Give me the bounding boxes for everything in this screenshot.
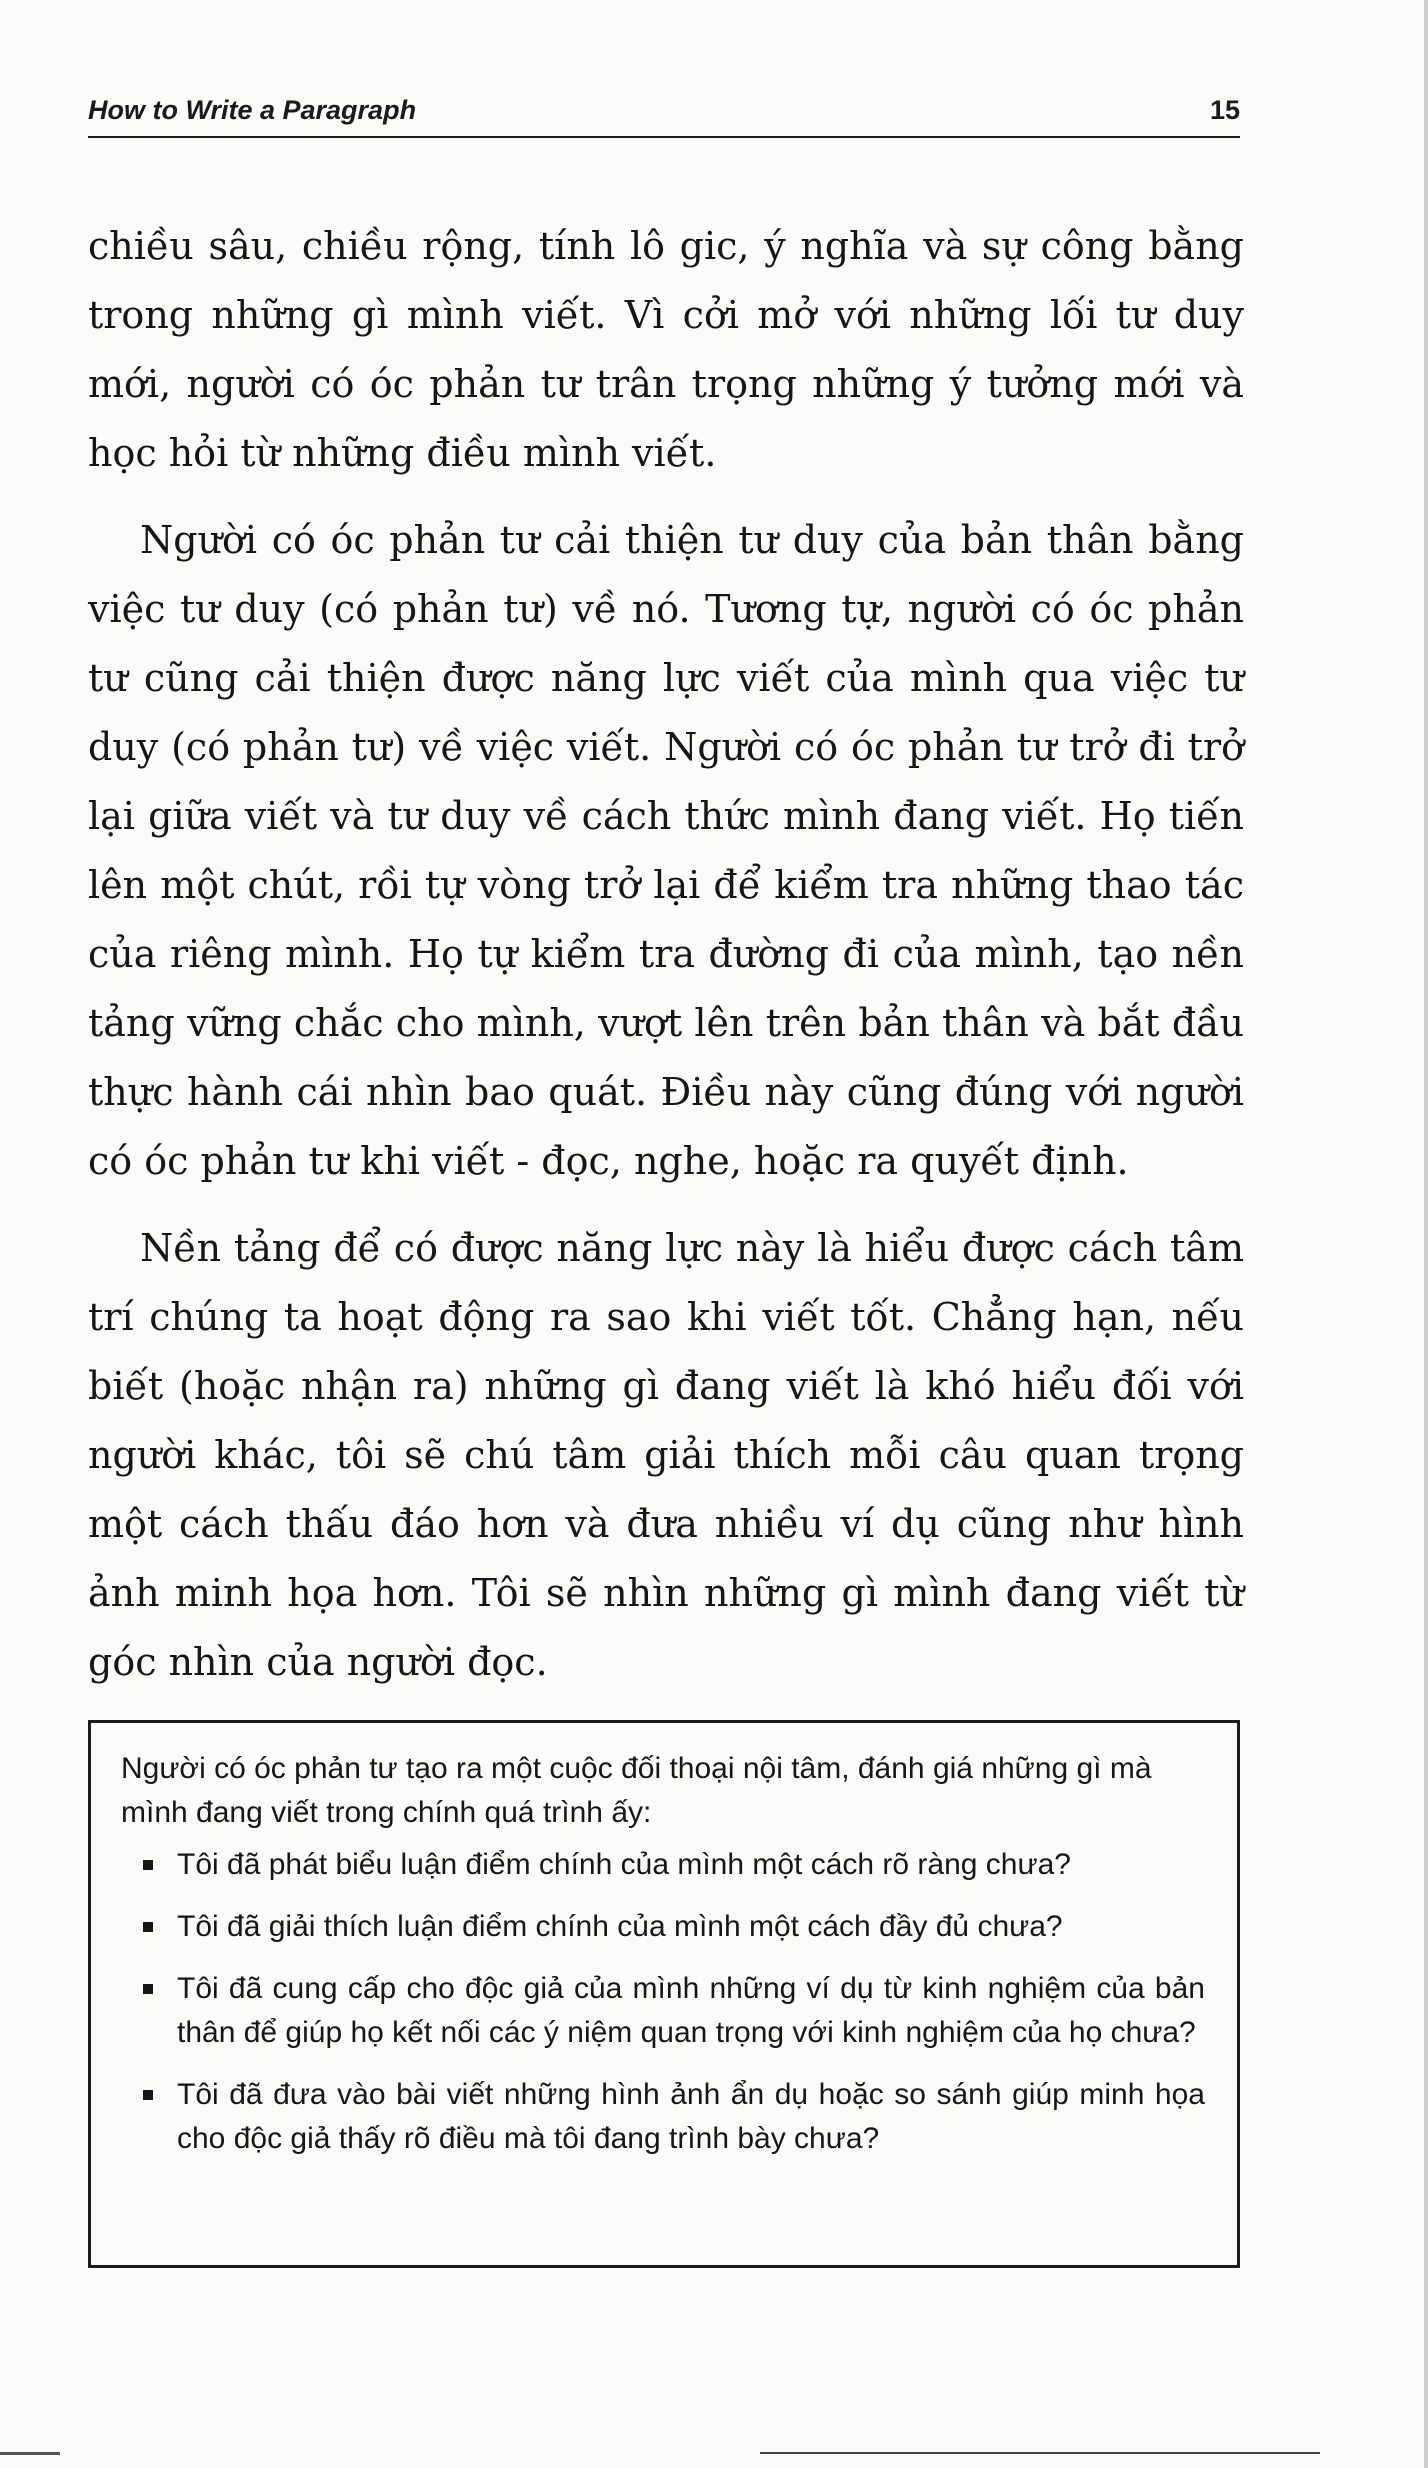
bullet-text: Tôi đã đưa vào bài viết những hình ảnh ẩn dụ hoặc so sánh giúp minh họa cho độc giả thấy rõ điều mà tôi đang trình bày chưa? bbox=[177, 2078, 1205, 2155]
footer-rule bbox=[760, 2452, 1320, 2454]
paragraph-continued: chiều sâu, chiều rộng, tính lô gic, ý nghĩa và sự công bằng trong những gì mình viết. Vì cởi mở với những lối tư duy mới, người có óc phản tư trân trọng những ý tưởng mới và học hỏi từ những điều mình viết. bbox=[88, 224, 1244, 475]
list-item bbox=[177, 1967, 1205, 2055]
list-item bbox=[177, 2073, 1205, 2161]
list-item bbox=[177, 1905, 1205, 1949]
running-header bbox=[88, 92, 1240, 138]
callout-intro: Người có óc phản tư tạo ra một cuộc đối thoại nội tâm, đánh giá những gì mà mình đang viết trong chính quá trình ấy: bbox=[121, 1752, 1152, 1829]
callout-box bbox=[88, 1720, 1240, 2268]
square-bullet-icon bbox=[143, 2090, 153, 2100]
list-item bbox=[177, 1843, 1205, 1887]
footer-mark bbox=[0, 2452, 60, 2455]
page-number: 15 bbox=[1209, 95, 1240, 125]
square-bullet-icon bbox=[143, 1860, 153, 1870]
square-bullet-icon bbox=[143, 1984, 153, 1994]
bullet-list bbox=[121, 1843, 1205, 2161]
square-bullet-icon bbox=[143, 1922, 153, 1932]
bullet-text: Tôi đã giải thích luận điểm chính của mình một cách đầy đủ chưa? bbox=[177, 1910, 1063, 1943]
page-edge-shadow bbox=[1424, 0, 1428, 2468]
paragraph: Người có óc phản tư cải thiện tư duy của bản thân bằng việc tư duy (có phản tư) về nó. Tương tự, người có óc phản tư cũng cải thiện được năng lực viết của mình qua việc tư duy (có phản tư) về việc viết. Người có óc phản tư trở đi trở lại giữa viết và tư duy về cách thức mình đang viết. Họ tiến lên một chút, rồi tự vòng trở lại để kiểm tra những thao tác của riêng mình. Họ tự kiểm tra đường đi của mình, tạo nền tảng vững chắc cho mình, vượt lên trên bản thân và bắt đầu thực hành cái nhìn bao quát. Điều này cũng đúng với người có óc phản tư khi viết - đọc, nghe, hoặc ra quyết định. bbox=[88, 518, 1244, 1183]
paragraph: Nền tảng để có được năng lực này là hiểu được cách tâm trí chúng ta hoạt động ra sao khi viết tốt. Chẳng hạn, nếu biết (hoặc nhận ra) những gì đang viết là khó hiểu đối với người khác, tôi sẽ chú tâm giải thích mỗi câu quan trọng một cách thấu đáo hơn và đưa nhiều ví dụ cũng như hình ảnh minh họa hơn. Tôi sẽ nhìn những gì mình đang viết từ góc nhìn của người đọc. bbox=[88, 1226, 1244, 1684]
bullet-text: Tôi đã cung cấp cho độc giả của mình những ví dụ từ kinh nghiệm của bản thân để giúp họ kết nối các ý niệm quan trọng với kinh nghiệm của họ chưa? bbox=[177, 1972, 1205, 2049]
body-text bbox=[88, 212, 1244, 1715]
book-title: How to Write a Paragraph bbox=[88, 95, 417, 125]
bullet-text: Tôi đã phát biểu luận điểm chính của mình một cách rõ ràng chưa? bbox=[177, 1848, 1071, 1881]
